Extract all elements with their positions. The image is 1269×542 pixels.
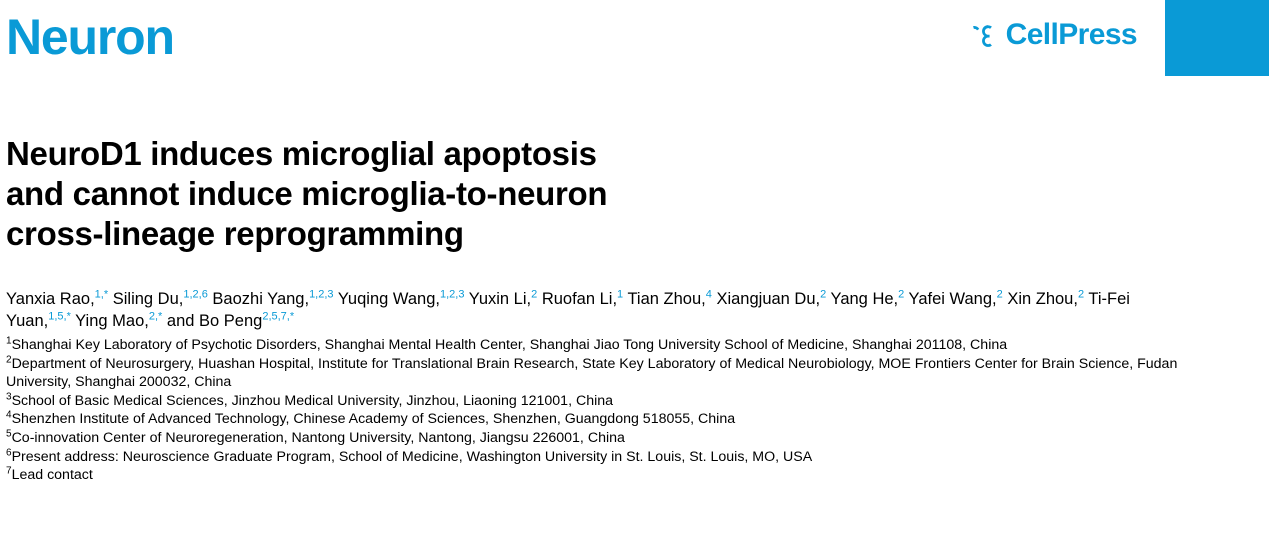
affiliation-item xyxy=(6,448,1196,467)
author-affiliation-marks[interactable]: 4 xyxy=(705,288,712,301)
author-name[interactable] xyxy=(338,290,465,308)
author-name[interactable] xyxy=(113,290,208,308)
author-affiliation-marks[interactable]: 2,5,7,* xyxy=(262,310,295,323)
author-affiliation-marks[interactable]: 2,* xyxy=(148,310,163,323)
author-name-text: Siling Du, xyxy=(112,290,184,308)
author-name-text: Yanxia Rao, xyxy=(6,290,95,308)
author-name[interactable] xyxy=(1007,290,1084,308)
author-name[interactable] xyxy=(716,290,826,308)
affiliation-marker: 5 xyxy=(6,428,12,440)
affiliation-list xyxy=(6,336,1196,485)
page-title-line: cross-lineage reprogramming xyxy=(6,215,464,253)
author-name[interactable] xyxy=(909,290,1003,308)
author-name[interactable] xyxy=(627,290,711,308)
author-name-text: Xiangjuan Du, xyxy=(716,290,821,308)
affiliation-text: Shanghai Key Laboratory of Psychotic Disorders, Shanghai Mental Health Center, Shanghai Jiao Tong University School of Medicine, Shanghai 201108, China xyxy=(11,337,1008,353)
author-affiliation-marks[interactable]: 2 xyxy=(996,288,1003,301)
affiliation-item xyxy=(6,410,1196,429)
author-affiliation-marks[interactable]: 1 xyxy=(617,288,624,301)
author-affiliation-marks[interactable]: 1,* xyxy=(94,288,109,301)
affiliation-marker: 3 xyxy=(6,391,12,403)
author-affiliation-marks[interactable]: 2 xyxy=(1077,288,1085,301)
author-name[interactable] xyxy=(6,290,108,308)
author-name[interactable] xyxy=(831,290,905,308)
affiliation-marker: 7 xyxy=(6,465,12,477)
affiliation-text: Lead contact xyxy=(11,467,93,484)
author-name-text: Yafei Wang, xyxy=(908,290,997,308)
journal-header xyxy=(0,0,1269,78)
author-name-text: Xin Zhou, xyxy=(1007,290,1078,308)
author-name-text: Ying Mao, xyxy=(75,312,149,330)
affiliation-text: Present address: Neuroscience Graduate Program, School of Medicine, Washington University in St. Louis, St. Louis, MO, USA xyxy=(11,448,813,465)
author-affiliation-marks[interactable]: 1,2,3 xyxy=(439,288,465,301)
affiliation-item xyxy=(6,336,1196,355)
affiliation-marker: 1 xyxy=(6,335,12,347)
author-name-text: Ti-Fei Yuan, xyxy=(6,290,1130,330)
journal-logo: Neuron xyxy=(6,9,174,65)
author-name[interactable] xyxy=(167,312,294,330)
author-name-text: Yang He, xyxy=(830,290,899,308)
affiliation-marker: 2 xyxy=(6,353,12,365)
cellpress-logo-icon xyxy=(968,20,998,50)
author-name[interactable] xyxy=(212,290,333,308)
affiliation-item xyxy=(6,355,1196,392)
author-name[interactable] xyxy=(542,290,623,308)
author-name[interactable] xyxy=(75,312,162,330)
author-name-text: Yuqing Wang, xyxy=(337,290,440,308)
author-affiliation-marks[interactable]: 1,5,* xyxy=(48,310,71,323)
page-title-line: and cannot induce microglia-to-neuron xyxy=(6,175,608,213)
author-name-text: and Bo Peng xyxy=(166,312,263,330)
author-affiliation-marks[interactable]: 1,2,6 xyxy=(183,288,208,301)
author-affiliation-marks[interactable]: 1,2,3 xyxy=(309,288,334,301)
author-name-text: Baozhi Yang, xyxy=(212,290,310,308)
author-name-text: Ruofan Li, xyxy=(541,290,618,308)
page-title xyxy=(6,134,886,254)
corner-color-block xyxy=(1165,0,1269,76)
affiliation-item xyxy=(6,429,1196,448)
author-name[interactable] xyxy=(469,290,538,308)
author-affiliation-marks[interactable]: 2 xyxy=(820,288,827,301)
author-list xyxy=(6,288,1186,332)
page-title-line: NeuroD1 induces microglial apoptosis xyxy=(6,135,597,173)
author-affiliation-marks[interactable]: 2 xyxy=(898,288,905,301)
author-name-text: Yuxin Li, xyxy=(468,290,532,308)
affiliation-text: Co-innovation Center of Neuroregeneration, Nantong University, Nantong, Jiangsu 226001, China xyxy=(11,429,625,446)
affiliation-marker: 4 xyxy=(6,409,12,421)
affiliation-text: Shenzhen Institute of Advanced Technology, Chinese Academy of Sciences, Shenzhen, Guangdong 518055, China xyxy=(11,411,736,428)
affiliation-text: School of Basic Medical Sciences, Jinzhou Medical University, Jinzhou, Liaoning 121001, China xyxy=(11,392,614,409)
author-affiliation-marks[interactable]: 2 xyxy=(531,288,538,301)
affiliation-item xyxy=(6,466,1196,485)
affiliation-marker: 6 xyxy=(6,446,12,458)
publisher-name: CellPress xyxy=(1005,18,1137,51)
affiliation-item xyxy=(6,392,1196,411)
affiliation-text: Department of Neurosurgery, Huashan Hospital, Institute for Translational Brain Research, State Key Laboratory of Medical Neurobiology, MOE Frontiers Center for Brain Science, Fudan University, Shanghai 200032, China xyxy=(6,355,1178,391)
publisher-logo xyxy=(968,20,1137,50)
author-name-text: Tian Zhou, xyxy=(627,290,706,308)
